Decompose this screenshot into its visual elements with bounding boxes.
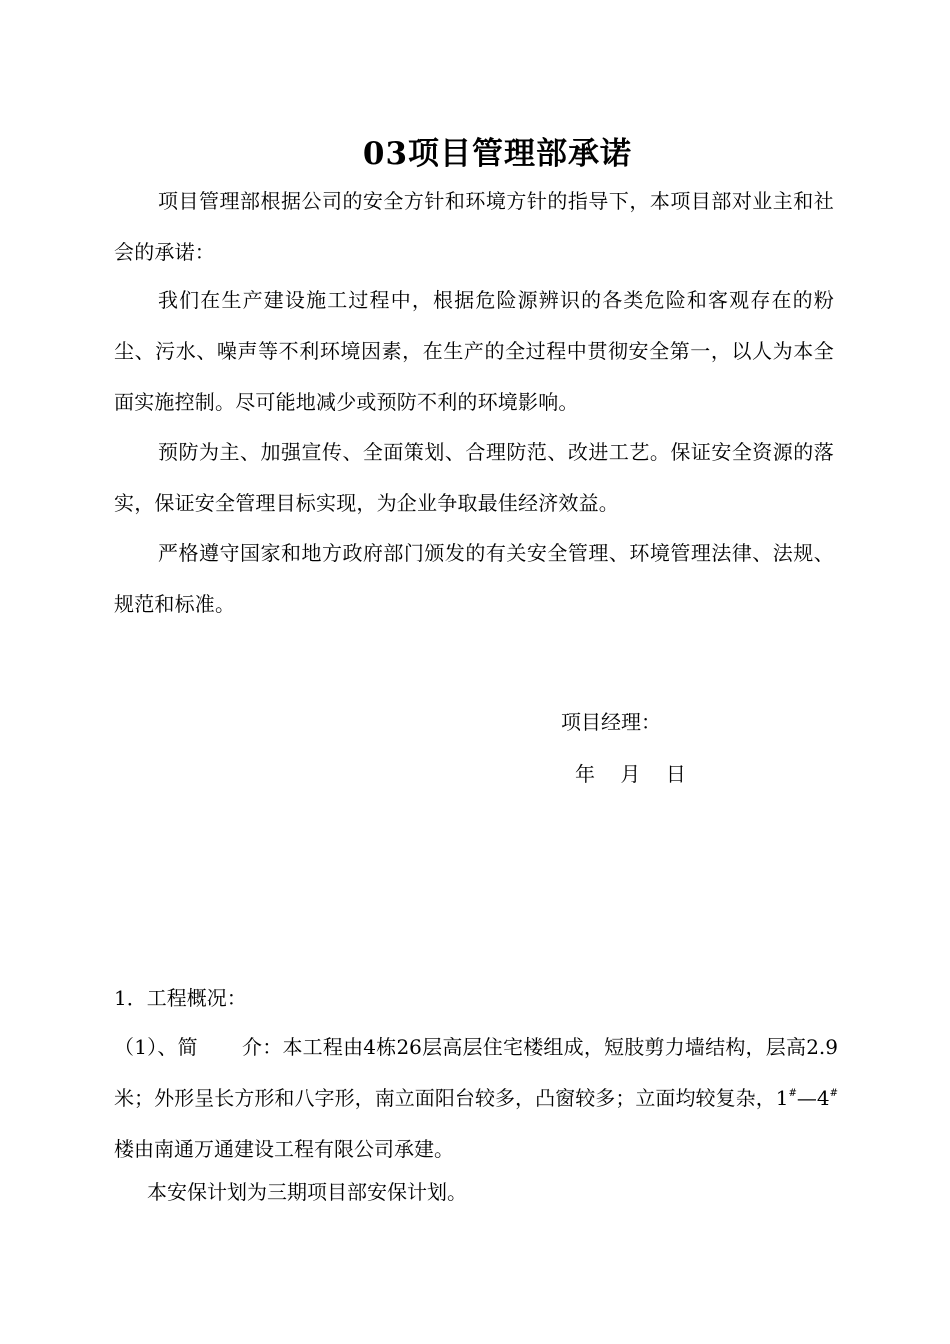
closing-line: 本安保计划为三期项目部安保计划。: [147, 1180, 467, 1204]
paragraph-commitment-intro: 项目管理部根据公司的安全方针和环境方针的指导下，本项目部对业主和社会的承诺：: [114, 189, 834, 264]
page-title: 03项目管理部承诺: [362, 136, 633, 172]
section-heading-overview: 1．工程概况：: [114, 986, 247, 1010]
project-manager-label: 项目经理：: [561, 710, 661, 734]
building-mark-1: #: [788, 1088, 797, 1099]
overview-dash: —4: [796, 1086, 830, 1110]
overview-intro-label: （1）、简: [114, 1035, 198, 1059]
paragraph-prevention: 预防为主、加强宣传、全面策划、合理防范、改进工艺。保证安全资源的落实，保证安全管理目标实现，为企业争取最佳经济效益。: [114, 440, 834, 515]
overview-text-a: 本工程由4栋26层高层住宅楼组成，短肢剪力墙结构，层高2.9米；外形呈长方形和八字形，南立面阳台较多，凸窗较多；立面均较复杂，1: [114, 1035, 839, 1110]
paragraph-compliance: 严格遵守国家和地方政府部门颁发的有关安全管理、环境管理法律、法规、规范和标准。: [114, 541, 834, 616]
paragraph-risk-control: 我们在生产建设施工过程中，根据危险源辨识的各类危险和客观存在的粉尘、污水、噪声等不利环境因素，在生产的全过程中贯彻安全第一，以人为本全面实施控制。尽可能地减少或预防不利的环境影响。: [114, 288, 834, 414]
overview-intro-label-2: 介：: [241, 1035, 283, 1059]
building-mark-2: #: [829, 1088, 838, 1099]
overview-text-b: 楼由南通万通建设工程有限公司承建。: [114, 1137, 454, 1161]
project-overview-paragraph: [114, 1022, 838, 1175]
date-line: 年 月 日: [575, 762, 686, 786]
